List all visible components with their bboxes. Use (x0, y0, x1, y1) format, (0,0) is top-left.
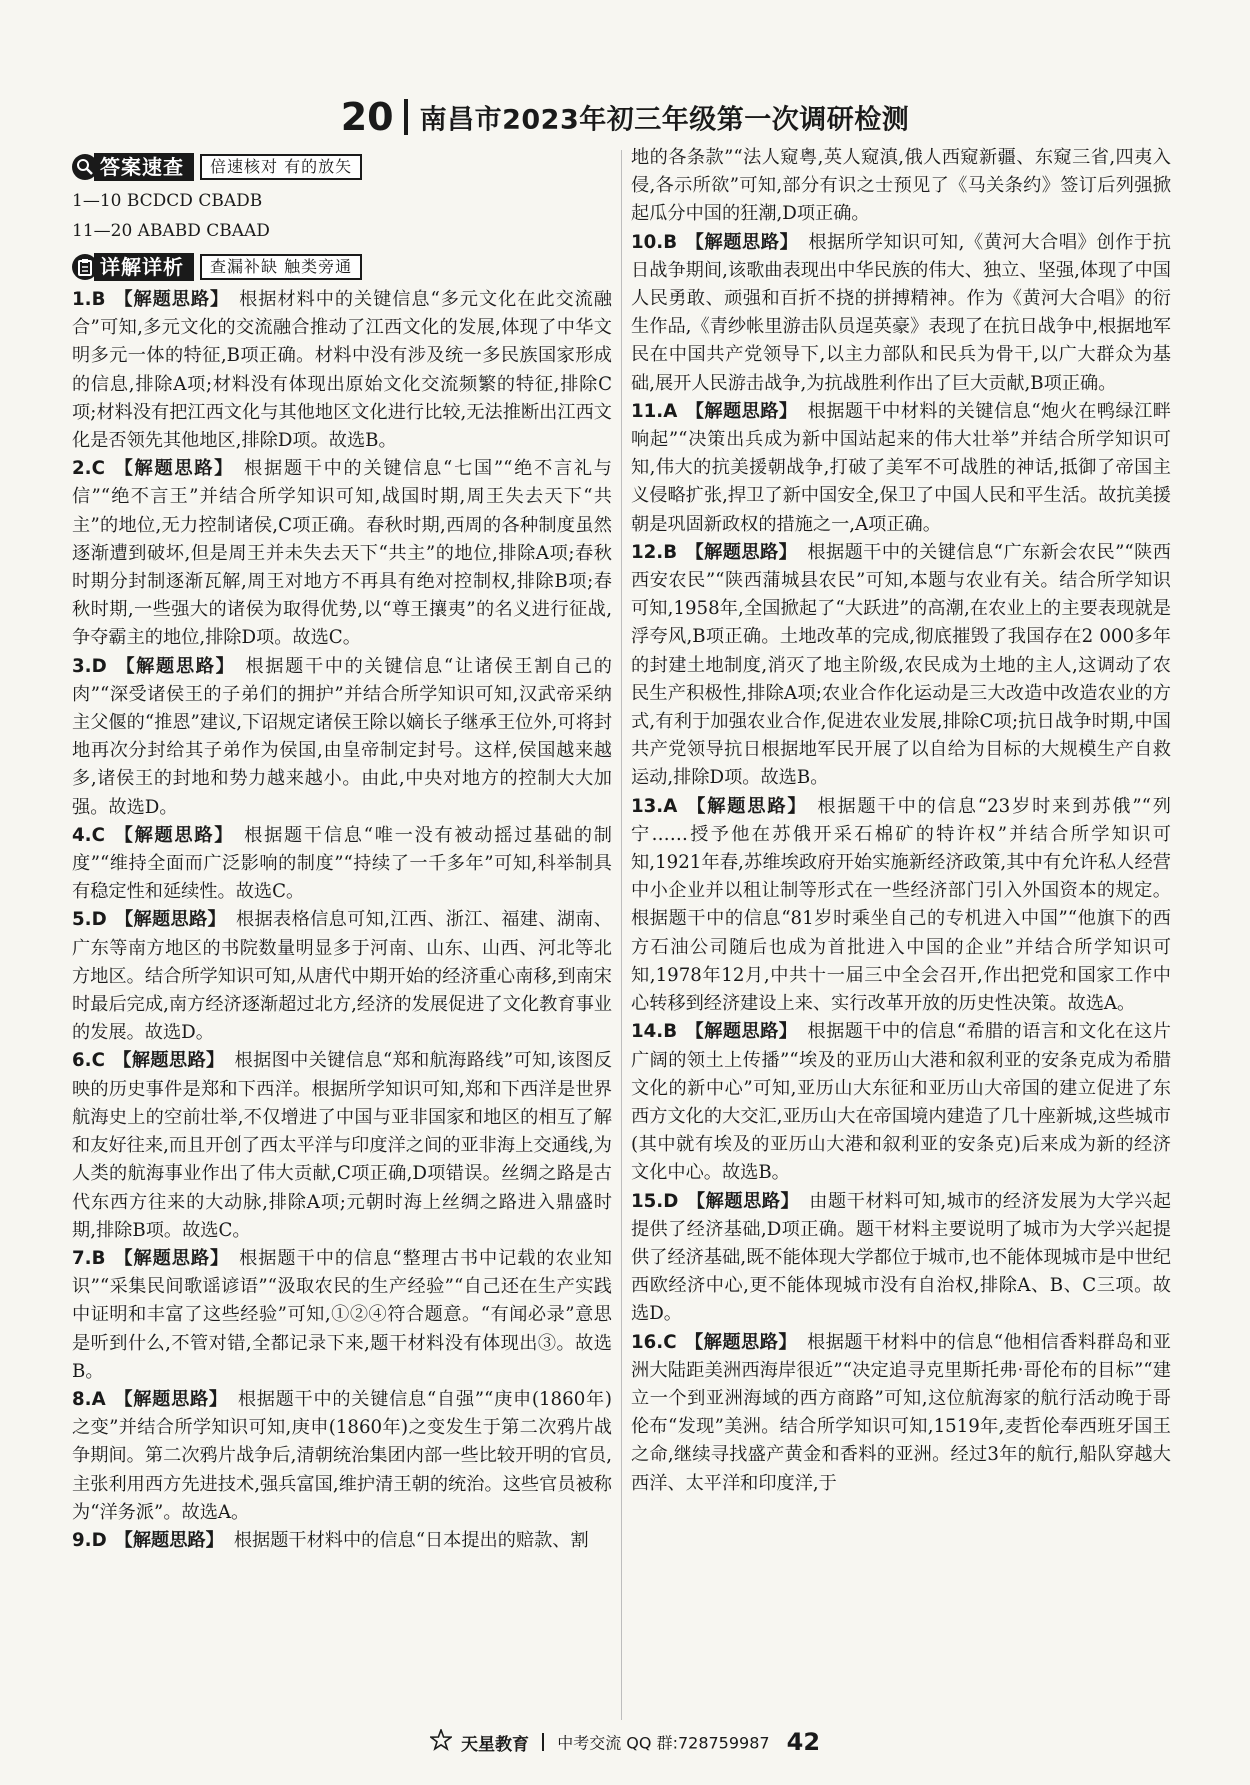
explanation-text: 由题干材料可知,城市的经济发展为大学兴起提供了经济基础,D项正确。题干材料主要说明了城市为大学兴起提供了经济基础,既不能体现大学都位于城市,也不能体现城市是中世纪西欧经济中心,更不能体现城市没有自治权,排除A、B、C三项。故选D。 (631, 1190, 1171, 1325)
explanation-text: 根据所学知识可知,《黄河大合唱》创作于抗日战争期间,该歌曲表现出中华民族的伟大、独立、坚强,体现了中国人民勇敢、顽强和百折不挠的拼搏精神。作为《黄河大合唱》的衍生作品,《青纱帐里游击队员逞英豪》表现了在抗日战争中,根据地军民在中国共产党领导下,以主力部队和民兵为骨干,以广大群众为基础,展开人民游击战争,为抗战胜利作出了巨大贡献,B项正确。 (631, 231, 1171, 394)
question-number: 8.A (72, 1388, 106, 1410)
question-number: 6.C (72, 1050, 105, 1072)
page-number: 42 (786, 1728, 821, 1756)
question-number: 12.B (631, 541, 678, 563)
detail-section-label: 详解详析 (94, 253, 194, 281)
explanation-text: 根据题干中的关键信息“广东新会农民”“陕西西安农民”“陕西蒲城县农民”可知,本题与农业有关。结合所学知识可知,1958年,全国掀起了“大跃进”的高潮,在农业上的主要表现就是浮夸风,B项正确。土地改革的完成,彻底摧毁了我国存在2 000多年的封建土地制度,消灭了地主阶级,农民成为土地的主人,这调动了农民生产积极性,排除A项;农业合作化运动是三大改造中改造农业的方式,有利于加强农业合作,促进农业发展,排除C项;抗日战争时期,中国共产党领导抗日根据地军民开展了以自给为目标的大规模生产自救运动,排除D项。故选B。 (631, 541, 1171, 789)
solution-tag: 【解题思路】 (113, 1388, 228, 1410)
explanation-9-continued: 地的各条款”“法人窥粤,英人窥滇,俄人西窥新疆、东窥三省,四夷入侵,各示所欲”可知,部分有识之士预见了《马关条约》签订后列强掀起瓜分中国的狂潮,D项正确。 (631, 147, 1171, 225)
question-number: 14.B (631, 1021, 678, 1043)
question-number: 13.A (631, 795, 678, 817)
page-header (0, 95, 1250, 145)
question-number: 15.D (631, 1190, 679, 1212)
explanation-text: 根据题干中的关键信息“让诸侯王割自己的肉”“深受诸侯王的子弟们的拥护”并结合所学知识可知,汉武帝采纳主父偃的“推恩”建议,下诏规定诸侯王除以嫡长子继承王位外,可将封地再次分封给其子弟作为侯国,由皇帝制定封号。这样,侯国越来越多,诸侯王的封地和势力越来越小。由此,中央对地方的控制大大加强。故选D。 (72, 655, 612, 818)
answer-explanation-10 (631, 229, 1171, 398)
solution-tag: 【解题思路】 (685, 541, 798, 563)
answer-explanation-5 (72, 906, 612, 1047)
explanation-text: 根据题干材料中的信息“他相信香料群岛和亚洲大陆距美洲西海岸很近”“决定追寻克里斯托弗·哥伦布的目标”“建立一个到亚洲海域的西方商路”可知,这位航海家的航行活动晚于哥伦布“发现”美洲。结合所学知识可知,1519年,麦哲伦奉西班牙国王之命,继续寻找盛产黄金和香料的亚洲。经过3年的航行,船队穿越大西洋、太平洋和印度洋,于 (631, 1331, 1171, 1494)
star-logo-icon (430, 1729, 452, 1755)
solution-tag: 【解题思路】 (112, 458, 235, 480)
column-divider (621, 150, 622, 1720)
explanation-text: 根据题干信息“唯一没有被动摇过基础的制度”“维持全面而广泛影响的制度”“持续了一千多年”可知,科举制具有稳定性和延续性。故选C。 (72, 824, 612, 903)
solution-tag: 【解题思路】 (114, 655, 236, 677)
answer-key (72, 186, 612, 246)
answer-explanation-13 (631, 793, 1171, 1019)
explanation-text: 根据材料中的关键信息“多元文化在此交流融合”可知,多元文化的交流融合推动了江西文化的发展,体现了中华文明多元一体的特征,B项正确。材料中没有涉及统一多民族国家形成的信息,排除A项;材料没有体现出原始文化交流频繁的特征,排除C项;材料没有把江西文化与其他地区文化进行比较,无法推断出江西文化是否领先其他地区,排除D项。故选B。 (72, 289, 612, 452)
answer-explanation-15 (631, 1188, 1171, 1329)
solution-tag: 【解题思路】 (113, 289, 230, 310)
brand-name: 天星教育 (461, 1734, 530, 1755)
answer-line: 1—10 BCDCD CBADB (72, 191, 263, 211)
answer-explanation-14 (631, 1018, 1171, 1187)
answer-section-header (72, 152, 612, 182)
answer-explanation-1 (72, 286, 612, 455)
answer-section-tag: 倍速核对 有的放矢 (200, 154, 362, 180)
answer-line: 11—20 ABABD CBAAD (72, 221, 270, 241)
solution-tag: 【解题思路】 (685, 1021, 798, 1043)
solution-tag: 【解题思路】 (112, 1050, 225, 1072)
explanation-text: 根据题干中的信息“23岁时来到苏俄”“列宁……授予他在苏俄开采石棉矿的特许权”并结合所学知识可知,1921年春,苏维埃政府开始实施新经济政策,其中有允许私人经营中小企业并以租让制等形式在一些经济部门引入外国资本的规定。根据题干中的信息“81岁时乘坐自己的专机进入中国”“他旗下的西方石油公司随后也成为首批进入中国的企业”并结合所学知识可知,1978年12月,中共十一届三中全会召开,作出把党和国家工作中心转移到经济建设上来、实行改革开放的历史性决策。故选A。 (631, 795, 1171, 1015)
answer-explanation-6 (72, 1047, 612, 1244)
answer-explanation-8 (72, 1386, 612, 1527)
explanation-text: 根据题干材料中的信息“日本提出的赔款、割 (233, 1529, 589, 1551)
answer-explanation-4 (72, 822, 612, 907)
answer-explanation-16 (631, 1329, 1171, 1498)
question-number: 9.D (72, 1529, 107, 1551)
explanation-text: 根据题干中的关键信息“七国”“绝不言礼与信”“绝不言王”并结合所学知识可知,战国时期,周王失去天下“共主”的地位,无力控制诸侯,C项正确。春秋时期,西周的各种制度虽然逐渐遭到破坏,但是周王并未失去天下“共主”的地位,排除A项;春秋时期分封制逐渐瓦解,周王对地方不再具有绝对控制权,排除B项;春秋时期,一些强大的诸侯为取得优势,以“尊王攘夷”的名义进行征战,争夺霸主的地位,排除D项。故选C。 (72, 458, 612, 649)
explanation-text: 根据题干中材料的关键信息“炮火在鸭绿江畔响起”“决策出兵成为新中国站起来的伟大壮举”并结合所学知识可知,伟大的抗美援朝战争,打破了美军不可战胜的神话,抵御了帝国主义侵略扩张,捍卫了新中国安全,保卫了中国人民和平生活。故抗美援朝是巩固新政权的措施之一,A项正确。 (631, 400, 1171, 535)
answer-explanation-11 (631, 398, 1171, 539)
answer-explanation-7 (72, 1245, 612, 1386)
explanation-text: 根据表格信息可知,江西、浙江、福建、湖南、广东等南方地区的书院数量明显多于河南、山东、山西、河北等北方地区。结合所学知识可知,从唐代中期开始的经济重心南移,到南宋时最后完成,南方经济逐渐超过北方,经济的发展促进了文化教育事业的发展。故选D。 (72, 909, 612, 1044)
solution-tag: 【解题思路】 (114, 909, 227, 931)
question-number: 3.D (72, 655, 107, 677)
question-number: 11.A (631, 400, 678, 422)
solution-tag: 【解题思路】 (684, 1331, 798, 1353)
answer-explanation-12 (631, 539, 1171, 793)
question-number: 1.B (72, 289, 106, 310)
detail-section-header (72, 252, 612, 282)
solution-tag: 【解题思路】 (685, 400, 798, 422)
answer-section-label: 答案速查 (94, 153, 194, 181)
explanation-text: 根据题干中的信息“希腊的语言和文化在这片广阔的领土上传播”“埃及的亚历山大港和叙利亚的安条克成为希腊文化的新中心”可知,亚历山大东征和亚历山大帝国的建立促进了东西方文化的大交汇,亚历山大在帝国境内建造了几十座新城,这些城市(其中就有埃及的亚历山大港和叙利亚的安条克)后来成为新的经济文化中心。故选B。 (631, 1021, 1171, 1184)
right-column (631, 144, 1171, 1498)
question-number: 5.D (72, 909, 107, 931)
explanation-text: 根据图中关键信息“郑和航海路线”可知,该图反映的历史事件是郑和下西洋。根据所学知识可知,郑和下西洋是世界航海史上的空前壮举,不仅增进了中国与亚非国家和地区的相互了解和友好往来,而且开创了西太平洋与印度洋之间的亚非海上交通线,为人类的航海事业作出了伟大贡献,C项正确,D项错误。丝绸之路是古代东西方往来的大动脉,排除A项;元朝时海上丝绸之路进入鼎盛时期,排除B项。故选C。 (72, 1050, 612, 1241)
solution-tag: 【解题思路】 (685, 231, 799, 253)
qq-group-text: 中考交流 QQ 群:728759987 (557, 1733, 770, 1753)
question-number: 10.B (631, 231, 678, 253)
solution-tag: 【解题思路】 (685, 795, 808, 817)
solution-tag: 【解题思路】 (113, 1247, 230, 1269)
question-number: 16.C (631, 1331, 677, 1353)
question-number: 2.C (72, 458, 105, 480)
detail-section-tag: 查漏补缺 触类旁通 (200, 254, 362, 280)
solution-tag: 【解题思路】 (112, 824, 235, 846)
explanation-text: 根据题干中的信息“整理古书中记载的农业知识”“采集民间歌谣谚语”“汲取农民的生产经验”“自己还在生产实践中证明和丰富了这些经验”可知,①②④符合题意。“有闻必录”意思是听到什么,不管对错,全都记录下来,题干材料没有体现出③。故选B。 (72, 1247, 612, 1382)
answer-explanation-3 (72, 653, 612, 822)
page-title: 南昌市2023年初三年级第一次调研检测 (419, 104, 910, 136)
footer-divider (542, 1733, 544, 1751)
solution-tag: 【解题思路】 (114, 1529, 224, 1551)
test-number: 20 (340, 95, 394, 139)
question-number: 7.B (72, 1247, 106, 1269)
page-footer (0, 1728, 1250, 1768)
question-number: 4.C (72, 824, 105, 846)
answer-explanation-9 (72, 1527, 612, 1555)
left-column (72, 150, 612, 1555)
answer-explanation-2 (72, 455, 612, 652)
explanation-text: 根据题干中的关键信息“自强”“庚申(1860年)之变”并结合所学知识可知,庚申(1860年)之变发生于第二次鸦片战争期间。第二次鸦片战争后,清朝统治集团内部一些比较开明的官员,主张利用西方先进技术,强兵富国,维护清王朝的统治。这些官员被称为“洋务派”。故选A。 (72, 1388, 612, 1523)
title-divider (404, 99, 408, 135)
solution-tag: 【解题思路】 (686, 1190, 800, 1212)
